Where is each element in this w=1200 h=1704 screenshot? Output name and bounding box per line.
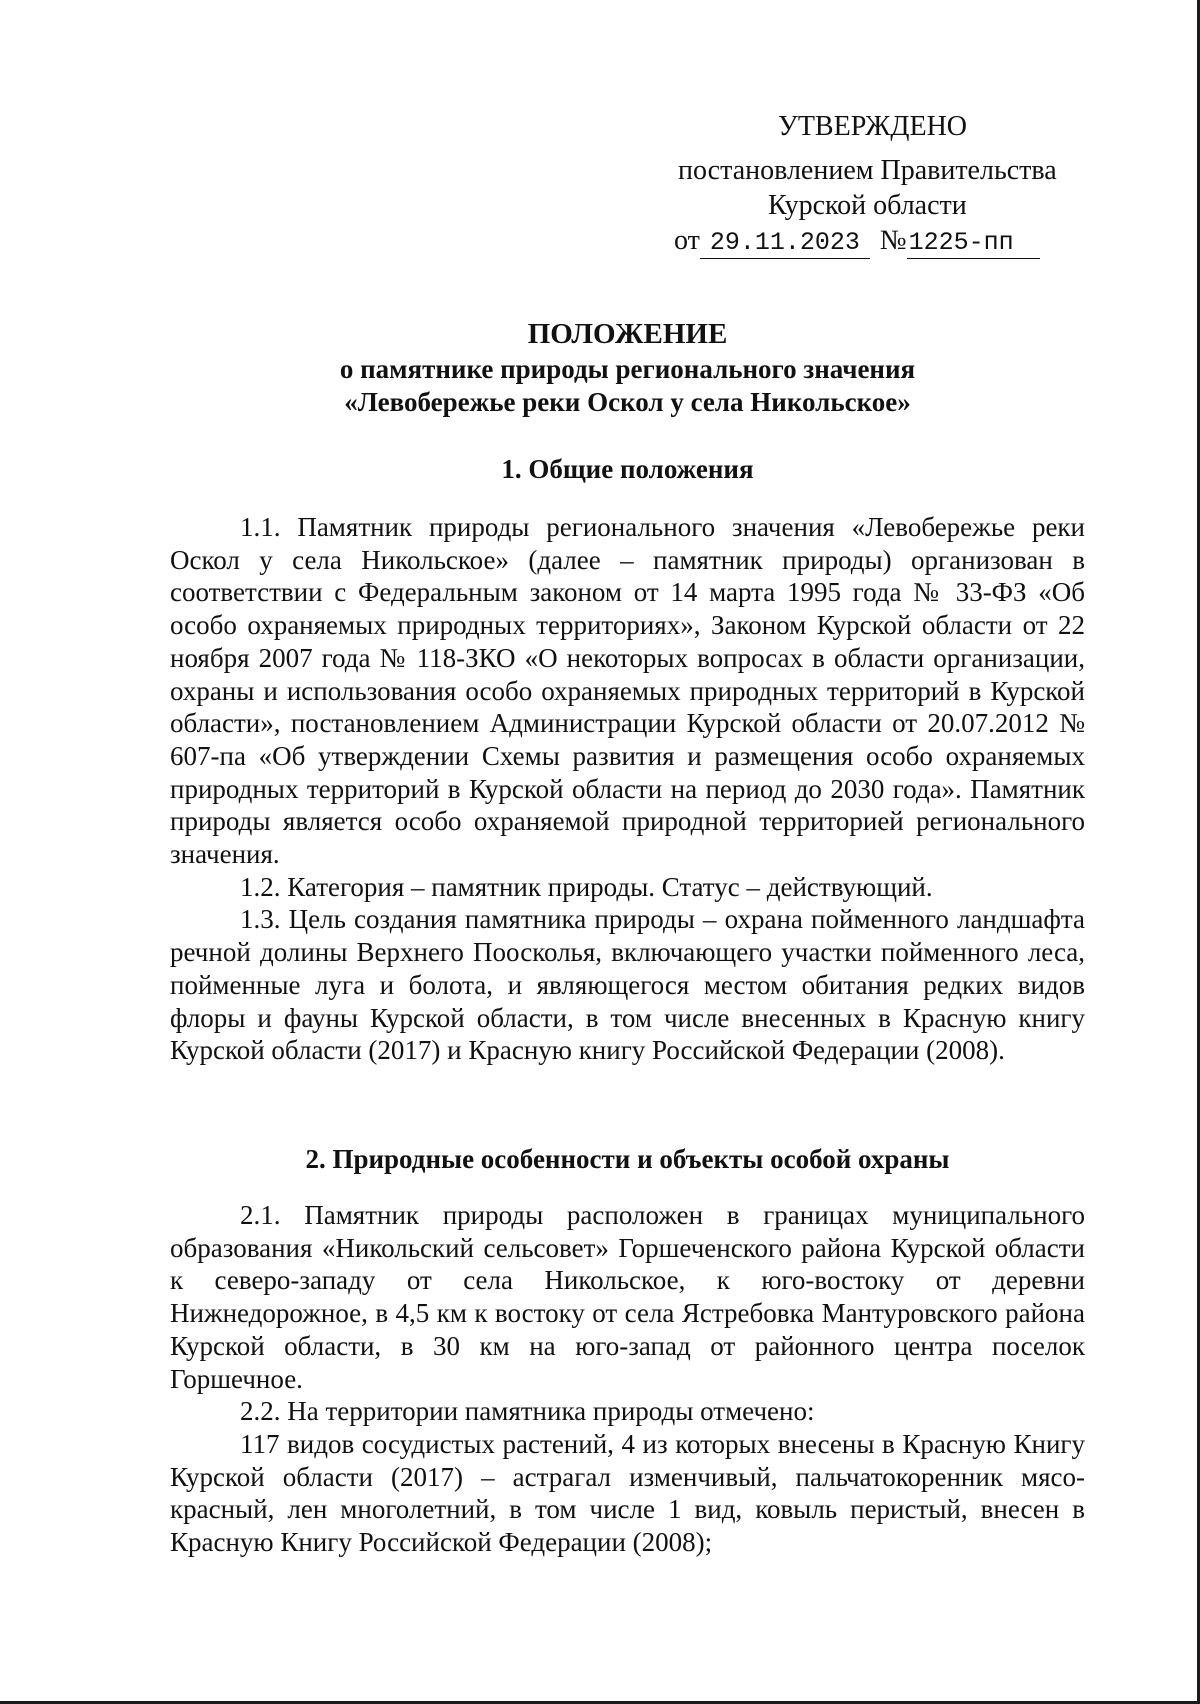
- paragraph-2-1: 2.1. Памятник природы расположен в границах муниципального образования «Никольский сельсовет» Горшеченского района Курской области к северо-западу от села Никольское, к юго-востоку от деревни Нижнедорожное, в 4,5 км к востоку от села Ястребовка Мантуровского района Курской области, в 30 км на юго-запад от районного центра поселок Горшечное.: [170, 1200, 1085, 1394]
- approval-heading: УТВЕРЖДЕНО: [778, 111, 968, 142]
- section-2-heading: 2. Природные особенности и объекты особой охраны: [305, 1144, 950, 1174]
- document-title: [170, 315, 1085, 419]
- approval-stamp: [170, 110, 1085, 270]
- section-1-heading: 1. Общие положения: [501, 454, 754, 484]
- section-2-body: [170, 1199, 1085, 1559]
- approval-date-line: [674, 224, 1040, 259]
- paragraph-2-3: 117 видов сосудистых растений, 4 из которых внесены в Красную Книгу Курской области (2017) – астрагал изменчивый, пальчатокоренник мясо-красный, лен многолетний, в том числе 1 вид, ковыль перистый, внесен в Красную Книгу Российской Федерации (2008);: [170, 1428, 1085, 1558]
- title-object-name: «Левобережье реки Оскол у села Никольское»: [344, 387, 911, 417]
- date-prefix: от: [674, 225, 700, 256]
- paragraph-1-1: 1.1. Памятник природы регионального значения «Левобережье реки Оскол у села Никольское» (далее – памятник природы) организован в соответствии с Федеральным законом от 14 марта 1995 года № 33-ФЗ «Об особо охраняемых природных территориях», Законом Курской области от 22 ноября 2007 года № 118-ЗКО «О некоторых вопросах в области организации, охраны и использования особо охраняемых природных территорий в Курской области», постановлением Администрации Курской области от 20.07.2012 № 607-па «Об утверждении Схемы развития и размещения особо охраняемых природных территорий в Курской области на период до 2030 года». Памятник природы является особо охраняемой природной территорией регионального значения.: [170, 512, 1085, 870]
- title-main: ПОЛОЖЕНИЕ: [527, 318, 728, 350]
- approval-issuer: постановлением Правительства: [678, 155, 1057, 186]
- number-prefix: №: [879, 225, 907, 256]
- approval-region: Курской области: [768, 190, 967, 221]
- section-1-body: [170, 511, 1085, 1067]
- approval-date: 29.11.2023: [700, 228, 870, 259]
- paragraph-1-2: 1.2. Категория – памятник природы. Статус – действующий.: [240, 871, 933, 902]
- paragraph-1-3: 1.3. Цель создания памятника природы – охрана пойменного ландшафта речной долины Верхнего Поосколья, включающего участки пойменного леса, пойменные луга и болота, и являющегося местом обитания редких видов флоры и фауны Курской области, в том числе внесенных в Красную книгу Курской области (2017) и Красную книгу Российской Федерации (2008).: [170, 904, 1085, 1066]
- paragraph-2-2: 2.2. На территории памятника природы отмечено:: [240, 1396, 815, 1427]
- approval-number: 1225-пп: [907, 228, 1040, 259]
- title-subject: о памятнике природы регионального значения: [339, 354, 916, 384]
